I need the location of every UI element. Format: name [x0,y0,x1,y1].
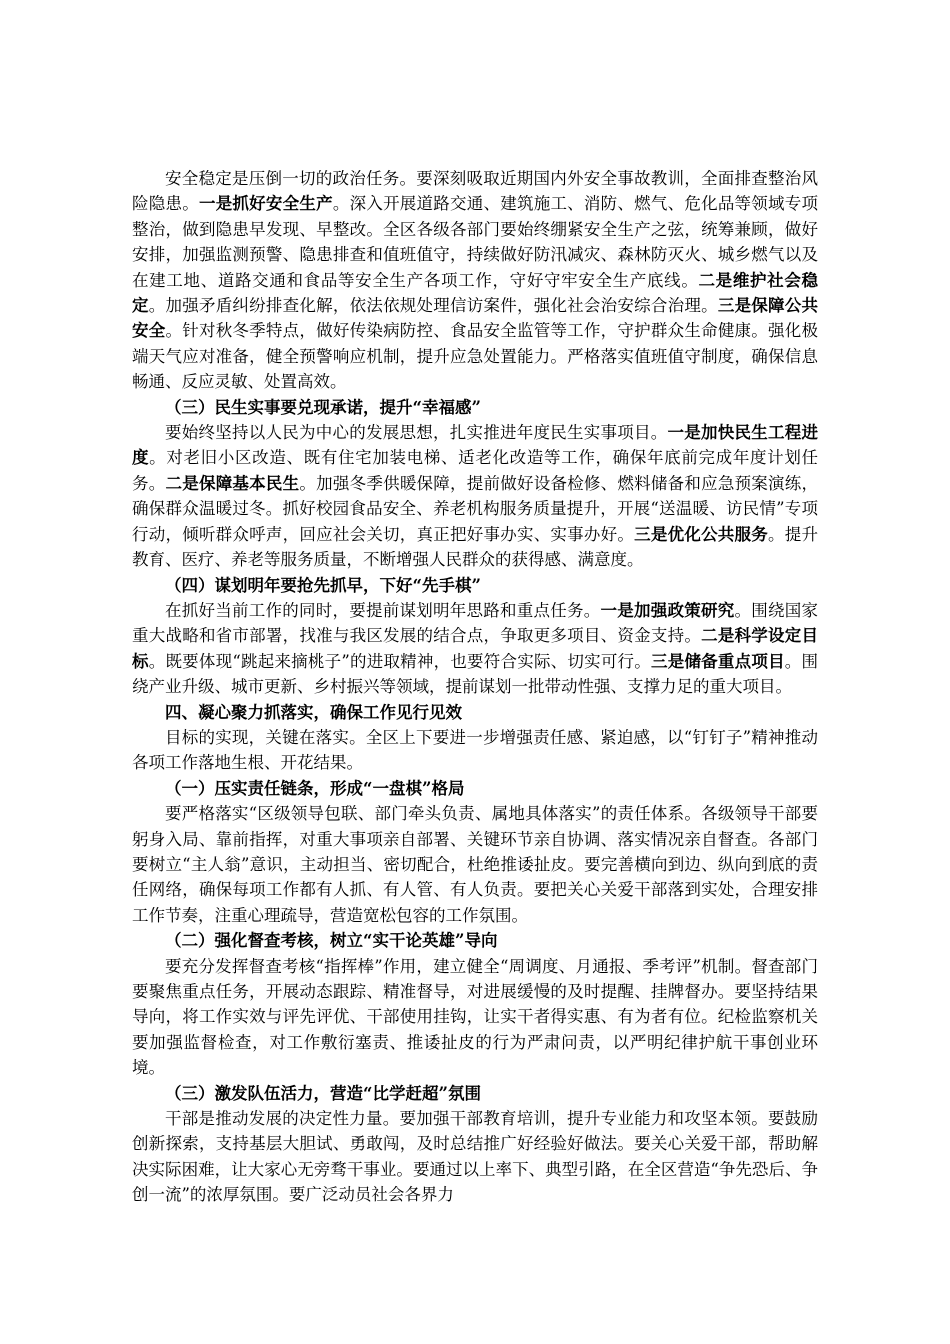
heading-3-livelihood: （三）民生实事要兑现承诺，提升“幸福感” [165,397,481,417]
heading-3-team: （三）激发队伍活力，营造“比学赶超”氛围 [165,1083,481,1103]
heading-2-supervision: （二）强化督查考核，树立“实干论英雄”导向 [165,931,498,951]
para-next-year [132,598,818,700]
text-run: 。围绕产业升级、城市更新、乡村振兴等领域，提前谋划一批带动性强、支撑力足的重大项目。 [132,651,819,697]
text-run: 。对老旧小区改造、既有住宅加装电梯、适老化改造等工作，确保年底前完成年度计划任务。 [132,448,819,493]
para-livelihood [132,420,818,572]
heading-4-next-year: （四）谋划明年要抢先抓早，下好“先手棋” [165,575,481,595]
bold-phrase: 二是维护社会稳定 [132,270,819,316]
text-run: 。既要体现“跳起来摘桃子”的进取精神，也要符合实际、切实可行。 [148,651,652,671]
text-run: 在抓好当前工作的同时，要提前谋划明年思路和重点任务。 [165,600,601,620]
para-implementation [132,725,818,776]
text-run: 要充分发挥督查考核“指挥棒”作用，建立健全“周调度、月通报、季考评”机制。督查部门要聚焦重点任务，开展动态跟踪、精准督导，对进展缓慢的及时提醒、挂牌督办。要坚持结果导向，将工作实效与评先评优、干部使用挂钩，让实干者得实惠、有为者有位。纪检监察机关要加强监督检查，对工作敷衍塞责、推诿扯皮的行为严肃问责，以严明纪律护航干事创业环境。 [132,956,818,1078]
bold-phrase: 二是保障基本民生 [165,473,300,493]
para-safety-stability [132,166,818,395]
bold-phrase: 三是保障公共安全 [132,296,819,341]
bold-phrase: 三是储备重点项目 [651,651,785,671]
text-run: 。针对秋冬季特点，做好传染病防控、食品安全监管等工作，守护群众生命健康。强化极端天气应对准备，健全预警响应机制，提升应急处置能力。严格落实值班值守制度，确保信息畅通、反应灵敏、处置高效。 [132,321,819,392]
text-run: 安全稳定是压倒一切的政治任务。要深刻吸取近期国内外安全事故教训，全面排查整治风险隐患。 [132,169,818,214]
para-team [132,1106,818,1208]
heading-section-4: 四、凝心聚力抓落实，确保工作见行见效 [165,702,462,722]
bold-phrase: 二是科学设定目标 [132,626,819,671]
text-run: 。加强冬季供暖保障，提前做好设备检修、燃料储备和应急预案演练，确保群众温暖过冬。抓好校园食品安全、养老机构服务质量提升，开展“送温暖、访民情”专项行动，倾听群众呼声，回应社会关切，真正把好事办实、实事办好。 [132,473,819,544]
text-run: 。加强矛盾纠纷排查化解，依法依规处理信访案件，强化社会治安综合治理。 [148,296,718,316]
text-run: 目标的实现，关键在落实。全区上下要进一步增强责任感、紧迫感，以“钉钉子”精神推动各项工作落地生根、开花结果。 [132,727,818,773]
bold-phrase: 三是优化公共服务 [634,524,769,544]
para-supervision [132,954,818,1081]
text-run: 要始终坚持以人民为中心的发展思想，扎实推进年度民生实事项目。 [165,423,668,443]
bold-phrase: 一是加快民生工程进度 [132,423,818,468]
text-run: 。深入开展道路交通、建筑施工、消防、燃气、危化品等领域专项整治，做到隐患早发现、早整改。全区各级各部门要始终绷紧安全生产之弦，统筹兼顾，做好安排，加强监测预警、隐患排查和值班值守，持续做好防汛减灾、森林防灭火、城乡燃气以及在建工地、道路交通和食品等安全生产各项工作，守好守牢安全生产底线。 [132,194,819,290]
text-run: 干部是推动发展的决定性力量。要加强干部教育培训，提升专业能力和攻坚本领。要鼓励创新探索，支持基层大胆试、勇敢闯，及时总结推广好经验好做法。要关心关爱干部，帮助解决实际困难，让大家心无旁骛干事业。要通过以上率下、典型引路，在全区营造“争先恐后、争创一流”的浓厚氛围。要广泛动员社会各界力 [132,1109,818,1205]
heading-1-responsibility: （一）压实责任链条，形成“一盘棋”格局 [165,778,465,798]
text-run: 。提升教育、医疗、养老等服务质量，不断增强人民群众的获得感、满意度。 [132,524,819,570]
bold-phrase: 一是加强政策研究 [600,600,735,620]
text-run: 。围绕国家重大战略和省市部署，找准与我区发展的结合点，争取更多项目、资金支持。 [132,600,818,646]
bold-phrase: 一是抓好安全生产 [198,194,333,214]
para-responsibility [132,801,818,928]
text-run: 要严格落实“区级领导包联、部门牵头负责、属地具体落实”的责任体系。各级领导干部要躬身入局、靠前指挥，对重大事项亲自部署、关键环节亲自协调、落实情况亲自督查。各部门要树立“主人翁”意识，主动担当、密切配合，杜绝推诿扯皮。要完善横向到边、纵向到底的责任网络，确保每项工作都有人抓、有人管、有人负责。要把关心关爱干部落到实处，合理安排工作节奏，注重心理疏导，营造宽松包容的工作氛围。 [132,804,818,925]
